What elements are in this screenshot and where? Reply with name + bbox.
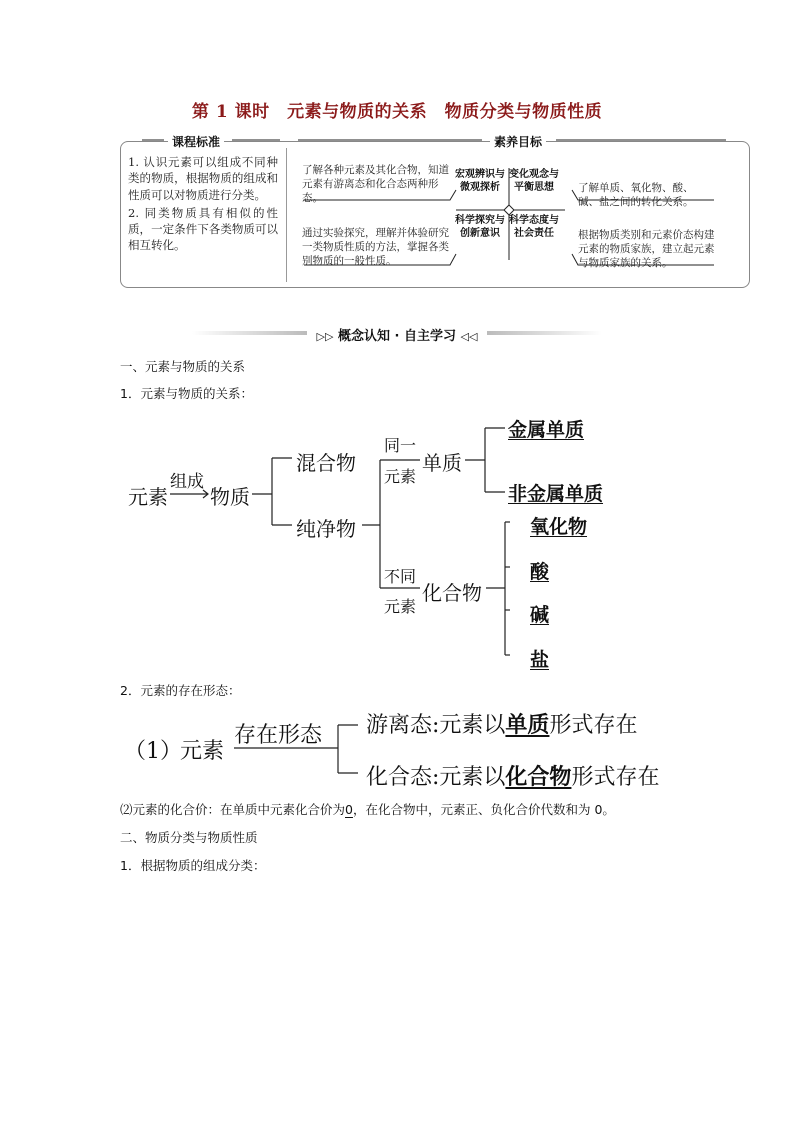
goal-right-top: 了解单质、氧化物、酸、碱、盐之间的转化关系。 xyxy=(578,182,694,208)
form-num: （1） xyxy=(124,739,182,764)
classification-tree-lines xyxy=(120,410,640,680)
form-comb-post: 形式存在 xyxy=(571,765,660,790)
tree-mixture: 混合物 xyxy=(296,451,356,475)
literacy-goals-heading: 素养目标 xyxy=(490,133,546,150)
goal-center-1: 宏观辨识与微观探析 xyxy=(455,169,505,193)
form-element: 元素 xyxy=(180,739,225,764)
page-title: 第 1 课时 元素与物质的关系 物质分类与物质性质 xyxy=(191,102,603,122)
course-standard-heading: 课程标准 xyxy=(168,133,224,150)
course-standard-list xyxy=(128,154,278,254)
form-comb-pre: 化合态:元素以 xyxy=(366,765,506,790)
tree-compound: 化合物 xyxy=(422,581,482,605)
goal-center-2: 变化观念与平衡思想 xyxy=(509,169,559,193)
tree-base: 碱 xyxy=(530,604,550,626)
valence-zero: 0 xyxy=(345,802,353,817)
form-free xyxy=(366,708,637,739)
tree-nonmetal: 非金属单质 xyxy=(508,483,604,505)
goal-center-4: 科学态度与社会责任 xyxy=(509,215,559,239)
course-standard-item: 2. 同类物质具有相似的性质，一定条件下各类物质可以相互转化。 xyxy=(128,205,278,253)
tree-root: 元素 xyxy=(128,485,168,509)
form-free-post: 形式存在 xyxy=(549,713,638,738)
box-heading-lines xyxy=(120,132,748,146)
tree-same-b: 元素 xyxy=(384,467,417,486)
tree-same-a: 同一 xyxy=(384,436,417,455)
tree-arrow-label: 组成 xyxy=(170,472,204,492)
valence-post: ，在化合物中，元素正、负化合价代数和为 0。 xyxy=(352,802,615,817)
valence-pre: ⑵元素的化合价：在单质中元素化合价为 xyxy=(120,802,346,817)
tree-salt: 盐 xyxy=(530,649,550,671)
goal-center-3: 科学探究与创新意识 xyxy=(455,215,505,239)
tree-element-substance: 单质 xyxy=(422,451,462,475)
form-free-key: 单质 xyxy=(505,712,550,738)
item1-heading: 1．元素与物质的关系： xyxy=(120,386,253,401)
form-combined xyxy=(366,760,659,791)
arrow-left-icon: ◁◁ xyxy=(460,330,478,343)
tree-acid: 酸 xyxy=(530,561,550,583)
goal-connectors xyxy=(290,150,745,280)
tree-metal: 金属单质 xyxy=(508,419,585,441)
section-title xyxy=(0,325,794,344)
tree-pure: 纯净物 xyxy=(296,517,356,541)
form-free-pre: 游离态:元素以 xyxy=(366,713,506,738)
box-divider xyxy=(286,148,287,282)
tree-oxide: 氧化物 xyxy=(530,516,588,538)
form-comb-key: 化合物 xyxy=(505,764,572,790)
tree-substance: 物质 xyxy=(210,485,250,509)
arrow-right-icon: ▷▷ xyxy=(316,330,334,343)
item2-heading: 2．元素的存在形态： xyxy=(120,683,241,698)
section-title-text: 概念认知 · 自主学习 xyxy=(338,329,456,344)
goal-left-top: 了解各种元素及其化合物，知道元素有游离态和化合态两种形态。 xyxy=(302,164,449,204)
tree-diff-b: 元素 xyxy=(384,597,417,616)
valence-line xyxy=(120,800,615,818)
part1-heading: 一、元素与物质的关系 xyxy=(120,359,246,374)
goal-left-bottom: 通过实验探究，理解并体验研究一类物质性质的方法，掌握各类别物质的一般性质。 xyxy=(302,227,449,267)
part2-item1: 1．根据物质的组成分类： xyxy=(120,858,266,873)
goal-right-bottom: 根据物质类别和元素价态构建元素的物质家族，建立起元素与物质家族的关系。 xyxy=(578,229,715,269)
form-label: 存在形态 xyxy=(234,723,323,748)
tree-diff-a: 不同 xyxy=(384,567,417,586)
part2-heading: 二、物质分类与物质性质 xyxy=(120,830,258,845)
course-standard-item: 1. 认识元素可以组成不同种类的物质，根据物质的组成和性质可以对物质进行分类。 xyxy=(128,155,278,202)
